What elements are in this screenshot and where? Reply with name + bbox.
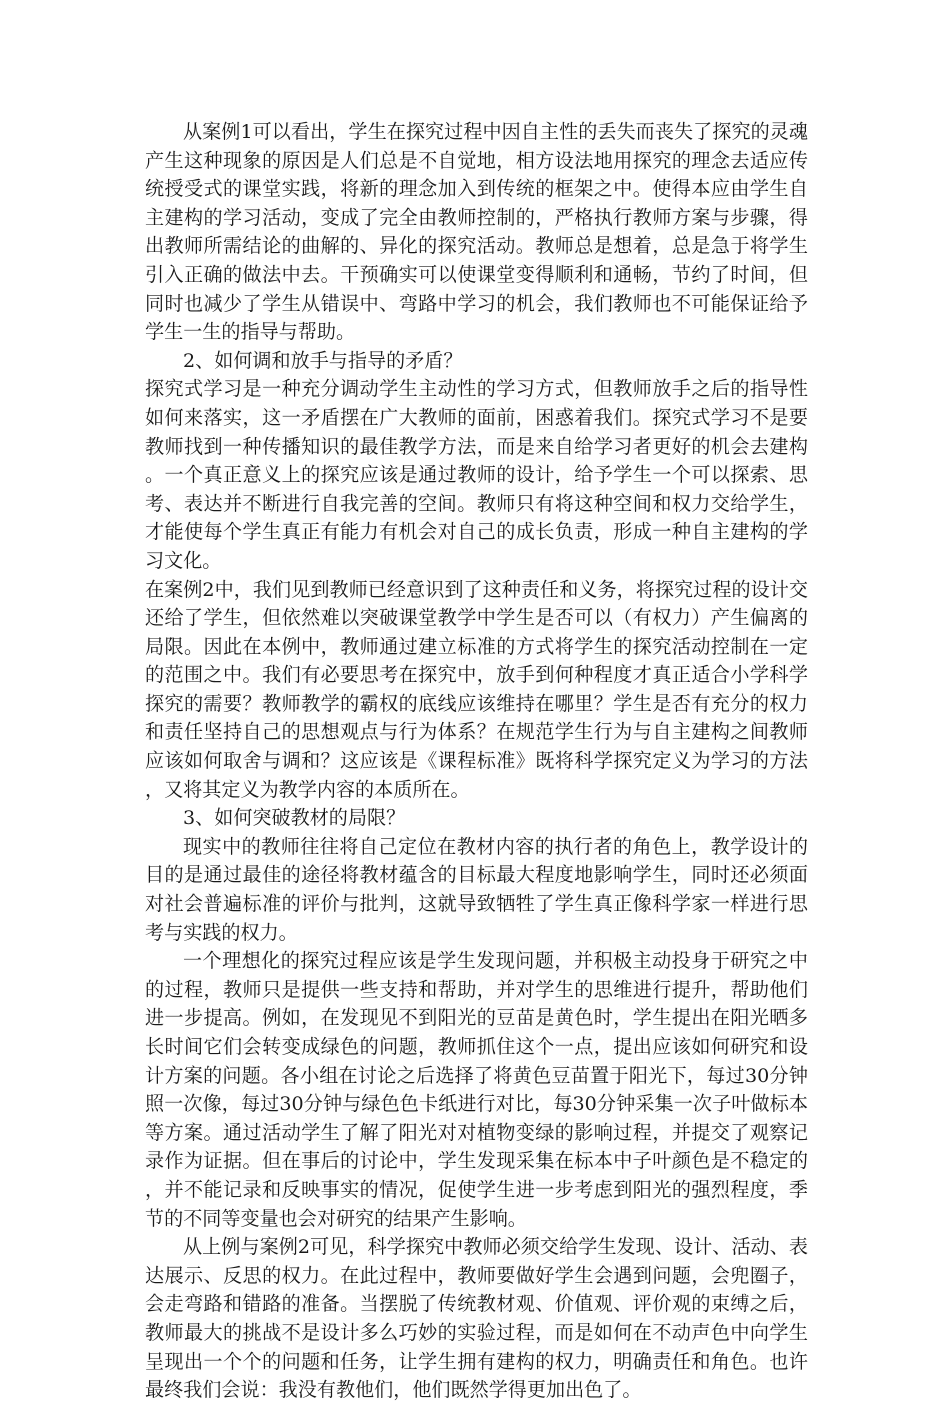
heading-section-2: 2、如何调和放手与指导的矛盾？ xyxy=(183,348,463,372)
document-body xyxy=(145,118,808,1405)
paragraph-case2-analysis: 在案例2中，我们见到教师已经意识到了这种责任和义务，将探究过程的设计交还给了学生，但依然难以突破课堂教学中学生是否可以（有权力）产生偏离的局限。因此在本例中，教师通过建立标准的方式将学生的探究活动控制在一定的范围之中。我们有必要思考在探究中，放手到何种程度才真正适合小学科学探究的需要？教师教学的霸权的底线应该维持在哪里？学生是否有充分的权力和责任坚持自己的思想观点与行为体系？在规范学生行为与自主建构之间教师应该如何取舍与调和？这应该是《课程标准》既将科学探究定义为学习的方法，又将其定义为教学内容的本质所在。 xyxy=(145,577,808,801)
paragraph-teacher-role: 现实中的教师往往将自己定位在教材内容的执行者的角色上，教学设计的目的是通过最佳的途径将教材蕴含的目标最大程度地影响学生，同时还必须面对社会普遍标准的评价与批判，这就导致牺牲了学生真正像科学家一样进行思考与实践的权力。 xyxy=(145,834,808,944)
paragraph-inquiry-learning: 探究式学习是一种充分调动学生主动性的学习方式，但教师放手之后的指导性如何来落实，这一矛盾摆在广大教师的面前，困惑着我们。探究式学习不是要教师找到一种传播知识的最佳教学方法，而是来自给学习者更好的机会去建构。一个真正意义上的探究应该是通过教师的设计，给予学生一个可以探索、思考、表达并不断进行自我完善的空间。教师只有将这种空间和权力交给学生，才能使每个学生真正有能力有机会对自己的成长负责，形成一种自主建构的学习文化。 xyxy=(145,377,808,572)
paragraph-conclusion: 从上例与案例2可见，科学探究中教师必须交给学生发现、设计、活动、表达展示、反思的权力。在此过程中，教师要做好学生会遇到问题，会兜圈子，会走弯路和错路的准备。当摆脱了传统教材观、价值观、评价观的束缚之后，教师最大的挑战不是设计多么巧妙的实验过程，而是如何在不动声色中向学生呈现出一个个的问题和任务，让学生拥有建构的权力，明确责任和角色。也许最终我们会说：我没有教他们，他们既然学得更加出色了。 xyxy=(145,1235,808,1402)
paragraph-ideal-inquiry: 一个理想化的探究过程应该是学生发现问题，并积极主动投身于研究之中的过程，教师只是提供一些支持和帮助，并对学生的思维进行提升，帮助他们进一步提高。例如，在发现见不到阳光的豆苗是黄色时，学生提出在阳光晒多长时间它们会转变成绿色的问题，教师抓住这个一点，提出应该如何研究和设计方案的问题。各小组在讨论之后选择了将黄色豆苗置于阳光下，每过30分钟照一次像，每过30分钟与绿色色卡纸进行对比，每30分钟采集一次子叶做标本等方案。通过活动学生了解了阳光对对植物变绿的影响过程，并提交了观察记录作为证据。但在事后的讨论中，学生发现采集在标本中子叶颜色是不稳定的，并不能记录和反映事实的情况，促使学生进一步考虑到阳光的强烈程度，季节的不同等变量也会对研究的结果产生影响。 xyxy=(145,949,808,1230)
paragraph-case1-analysis: 从案例1可以看出，学生在探究过程中因自主性的丢失而丧失了探究的灵魂产生这种现象的原因是人们总是不自觉地，相方设法地用探究的理念去适应传统授受式的课堂实践，将新的理念加入到传统的框架之中。使得本应由学生自主建构的学习活动，变成了完全由教师控制的，严格执行教师方案与步骤，得出教师所需结论的曲解的、异化的探究活动。教师总是想着，总是急于将学生引入正确的做法中去。干预确实可以使课堂变得顺利和通畅，节约了时间，但同时也减少了学生从错误中、弯路中学习的机会，我们教师也不可能保证给予学生一生的指导与帮助。 xyxy=(145,120,808,344)
heading-section-3: 3、如何突破教材的局限？ xyxy=(183,806,406,830)
